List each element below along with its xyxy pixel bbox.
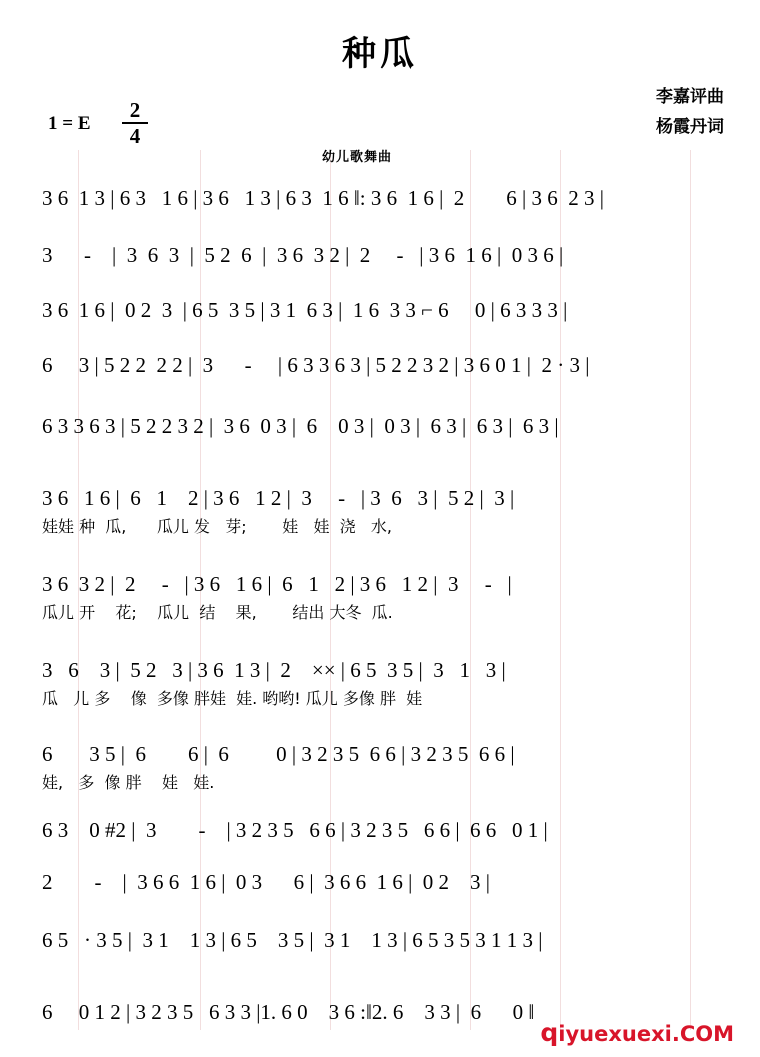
lyricist-credit: 杨霞丹词 [656,117,724,137]
notation-row: 3 6 3 | 5 2 3 | 3 6 1 3 | 2 ×× | 6 5 3 5 | 3 1 3 | [42,658,506,682]
notation-row: 3 6 1 6 | 6 1 2 | 3 6 1 2 | 3 - | 3 6 3 | 5 2 | 3 | [42,486,515,510]
lyrics-row [42,214,718,238]
lyrics-row [42,846,718,870]
time-signature-denominator: 4 [129,124,141,148]
notation-row: 6 3 3 6 3 | 5 2 2 3 2 | 3 6 0 3 | 6 0 3 | 0 3 | 6 3 | 6 3 | 6 3 | [42,414,559,438]
music-system [42,742,718,792]
credits-block [656,82,724,142]
lyrics-row [42,956,718,980]
sheet-subtitle: 幼儿歌舞曲 [322,150,393,165]
music-system [42,353,718,395]
notation-row: 6 3 5 | 6 6 | 6 0 | 3 2 3 5 6 6 | 3 2 3 5 6 6 | [42,742,515,766]
music-system [42,572,718,622]
notation-row: 3 6 3 2 | 2 - | 3 6 1 6 | 6 1 2 | 3 6 1 2 | 3 - | [42,572,512,596]
notation-row: 3 - | 3 6 3 | 5 2 6 | 3 6 3 2 | 2 - | 3 6 1 6 | 0 3 6 | [42,243,564,267]
lyrics-row [42,326,718,350]
music-system [42,818,718,860]
music-system [42,243,718,285]
music-system [42,298,718,340]
notation-row: 6 3 0 #2 | 3 - | 3 2 3 5 6 6 | 3 2 3 5 6 6 | 6 6 0 1 | [42,818,548,842]
lyrics-row [42,442,718,466]
lyrics-row [42,271,718,295]
music-system [42,658,718,708]
watermark [540,1018,734,1047]
key-signature: 1 = E [48,113,91,134]
notation-row: 2 - | 3 6 6 1 6 | 0 3 6 | 3 6 6 1 6 | 0 2 3 | [42,870,491,894]
music-system [42,186,718,228]
music-system [42,928,718,970]
watermark-q: q [540,1018,559,1047]
notation-row: 6 5 · 3 5 | 3 1 1 3 | 6 5 3 5 | 3 1 1 3 | 6 5 3 5 3 1 1 3 | [42,928,543,952]
time-signature [118,100,152,146]
notation-row: 6 0 1 2 | 3 2 3 5 6 3 3 |1. 6 0 3 6 :‖2. 6 3 3 | 6 0 ‖ [42,1000,535,1024]
notation-row: 3 6 1 6 | 0 2 3 | 6 5 3 5 | 3 1 6 3 | 1 6 3 3 ⌐ 6 0 | 6 3 3 3 | [42,298,568,322]
lyrics-row [42,898,718,922]
lyrics-row [42,381,718,405]
lyrics-row: 瓜 儿 多 像 多像 胖娃 娃. 哟哟! 瓜儿 多像 胖 娃 [42,689,423,708]
time-signature-numerator: 2 [129,98,141,122]
music-system [42,414,718,456]
notation-row: 6 3 | 5 2 2 2 2 | 3 - | 6 3 3 6 3 | 5 2 2 3 2 | 3 6 0 1 | 2 · 3 | [42,353,590,377]
music-system [42,870,718,912]
notation-row: 3 6 1 3 | 6 3 1 6 | 3 6 1 3 | 6 3 1 6 ‖: 3 6 1 6 | 2 6 | 3 6 2 3 | [42,186,604,210]
page-title: 种瓜 [342,34,418,74]
lyrics-row: 娃, 多 像 胖 娃 娃. [42,773,215,792]
music-system [42,486,718,536]
watermark-text: iyuexuexi.COM [558,1022,734,1046]
composer-credit: 李嘉评曲 [656,87,724,107]
lyrics-row: 瓜儿 开 花; 瓜儿 结 果, 结出 大冬 瓜. [42,603,393,622]
lyrics-row: 娃娃 种 瓜, 瓜儿 发 芽; 娃 娃 浇 水, [42,517,392,536]
